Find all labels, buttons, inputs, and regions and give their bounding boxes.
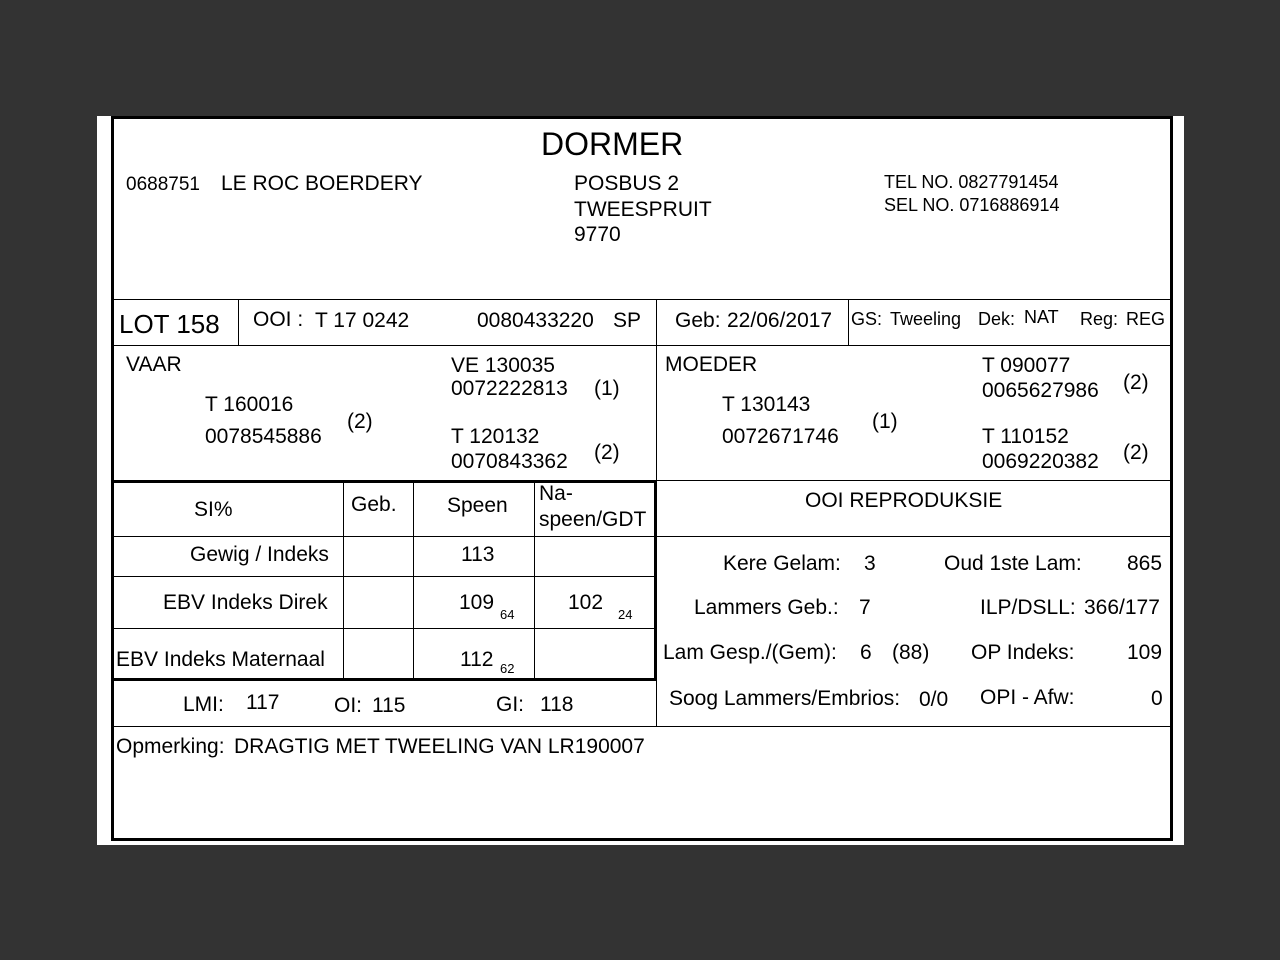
rule-perf-header bbox=[111, 536, 656, 537]
lmi-label: LMI: bbox=[183, 693, 224, 716]
mm-id: T 110152 bbox=[982, 425, 1069, 448]
frame-left bbox=[111, 116, 114, 839]
mv-grade: (2) bbox=[1123, 371, 1149, 394]
ooi-grade: SP bbox=[613, 309, 642, 332]
owner-code: 0688751 bbox=[126, 174, 200, 195]
ve-id: VE 130035 bbox=[451, 354, 555, 377]
rule-pedigree-bottom-right bbox=[657, 480, 1173, 481]
rule-geb-divider bbox=[848, 299, 849, 345]
gi-value: 118 bbox=[540, 693, 574, 716]
remarks-text: DRAGTIG MET TWEELING VAN LR190007 bbox=[234, 735, 645, 758]
oud-value: 865 bbox=[1127, 552, 1163, 575]
dek-label: Dek: bbox=[978, 309, 1016, 329]
rule-perf-row2 bbox=[111, 628, 656, 629]
vm-grade: (2) bbox=[594, 441, 620, 464]
address-line-1: POSBUS 2 bbox=[574, 172, 680, 195]
lot-card bbox=[97, 116, 1184, 845]
geb-label: Geb: bbox=[675, 309, 721, 332]
lam-gesp-value: 6 bbox=[860, 641, 872, 664]
rule-lot-top bbox=[111, 299, 1173, 300]
breed-title: DORMER bbox=[541, 126, 684, 162]
ilp-value: 366/177 bbox=[1084, 596, 1160, 619]
reproduction-title: OOI REPRODUKSIE bbox=[805, 489, 1003, 512]
oud-label: Oud 1ste Lam: bbox=[944, 552, 1082, 575]
rule-index-bottom bbox=[111, 726, 1173, 727]
rule-perf-col3 bbox=[534, 480, 535, 678]
vm-number: 0070843362 bbox=[451, 450, 568, 473]
rule-perf-bottom bbox=[111, 678, 656, 681]
lot-number: LOT 158 bbox=[119, 309, 220, 339]
moeder-id: T 130143 bbox=[722, 393, 811, 416]
row-speen-ebv-direk: 109 bbox=[459, 591, 495, 614]
ve-grade: (1) bbox=[594, 377, 620, 400]
ve-number: 0072222813 bbox=[451, 377, 568, 400]
row-speen-ebv-maternaal: 112 bbox=[460, 648, 494, 671]
frame-top bbox=[111, 116, 1173, 119]
rule-pedigree-bottom-left bbox=[111, 480, 656, 483]
rule-lot-bottom bbox=[111, 345, 1173, 346]
vaar-number: 0078545886 bbox=[205, 425, 322, 448]
kere-gelam-value: 3 bbox=[864, 552, 876, 575]
frame-bottom bbox=[111, 838, 1173, 841]
lam-gesp-label: Lam Gesp./(Gem): bbox=[663, 641, 837, 664]
rule-perf-row1 bbox=[111, 576, 656, 577]
owner-name: LE ROC BOERDERY bbox=[221, 172, 423, 195]
ooi-number: 0080433220 bbox=[477, 309, 594, 332]
naspeen-header-line2: speen/GDT bbox=[539, 508, 647, 531]
row-label-ebv-direk: EBV Indeks Direk bbox=[163, 591, 328, 614]
op-indeks-label: OP Indeks: bbox=[971, 641, 1075, 664]
mv-number: 0065627986 bbox=[982, 379, 1099, 402]
op-indeks-value: 109 bbox=[1127, 641, 1163, 664]
oi-label: OI: bbox=[334, 694, 363, 717]
mm-number: 0069220382 bbox=[982, 450, 1099, 473]
rule-repro-header bbox=[657, 536, 1173, 537]
opi-value: 0 bbox=[1151, 687, 1163, 710]
kere-gelam-label: Kere Gelam: bbox=[723, 552, 841, 575]
speen-header: Speen bbox=[447, 494, 508, 517]
row-naspeen-sub-ebv-direk: 24 bbox=[618, 607, 633, 622]
ooi-label: OOI : bbox=[253, 308, 304, 331]
tel-number: TEL NO. 0827791454 bbox=[884, 172, 1059, 192]
soog-value: 0/0 bbox=[919, 688, 949, 711]
moeder-grade: (1) bbox=[872, 410, 898, 433]
lammers-geb-label: Lammers Geb.: bbox=[694, 596, 839, 619]
mv-id: T 090077 bbox=[982, 354, 1071, 377]
sel-number: SEL NO. 0716886914 bbox=[884, 195, 1060, 215]
ooi-id: T 17 0242 bbox=[315, 309, 410, 332]
opi-label: OPI - Afw: bbox=[980, 686, 1075, 709]
mm-grade: (2) bbox=[1123, 441, 1149, 464]
vaar-grade: (2) bbox=[347, 410, 373, 433]
ilp-label: ILP/DSLL: bbox=[980, 596, 1076, 619]
naspeen-header-line1: Na- bbox=[539, 482, 573, 505]
remarks-label: Opmerking: bbox=[116, 735, 225, 758]
row-speen-gewig: 113 bbox=[461, 543, 495, 566]
gs-label: GS: bbox=[851, 309, 883, 329]
rule-lot-divider bbox=[238, 299, 239, 345]
moeder-label: MOEDER bbox=[665, 353, 758, 376]
geb-header: Geb. bbox=[351, 493, 397, 516]
row-label-gewig: Gewig / Indeks bbox=[190, 543, 329, 566]
row-speen-sub-ebv-maternaal: 62 bbox=[500, 661, 515, 676]
vm-id: T 120132 bbox=[451, 425, 540, 448]
row-naspeen-ebv-direk: 102 bbox=[568, 591, 604, 614]
dek-value: NAT bbox=[1024, 307, 1059, 327]
row-label-ebv-maternaal: EBV Indeks Maternaal bbox=[116, 648, 325, 671]
gs-value: Tweeling bbox=[890, 309, 962, 329]
si-header: SI% bbox=[194, 498, 233, 521]
oi-value: 115 bbox=[372, 694, 406, 717]
reg-label: Reg: bbox=[1080, 309, 1119, 329]
lam-gesp-gem: (88) bbox=[892, 641, 930, 664]
frame-right bbox=[1170, 116, 1173, 839]
moeder-number: 0072671746 bbox=[722, 425, 839, 448]
rule-perf-col1 bbox=[343, 480, 344, 678]
vaar-label: VAAR bbox=[126, 353, 182, 376]
lammers-geb-value: 7 bbox=[859, 596, 871, 619]
rule-perf-col2 bbox=[413, 480, 414, 678]
address-line-3: 9770 bbox=[574, 223, 621, 246]
soog-label: Soog Lammers/Embrios: bbox=[669, 687, 901, 710]
lmi-value: 117 bbox=[246, 691, 280, 714]
reg-value: REG bbox=[1126, 309, 1166, 329]
row-speen-sub-ebv-direk: 64 bbox=[500, 607, 515, 622]
geb-date: 22/06/2017 bbox=[727, 309, 833, 332]
vaar-id: T 160016 bbox=[205, 393, 294, 416]
gi-label: GI: bbox=[496, 693, 525, 716]
address-line-2: TWEESPRUIT bbox=[574, 198, 712, 221]
rule-perf-right bbox=[654, 480, 657, 680]
